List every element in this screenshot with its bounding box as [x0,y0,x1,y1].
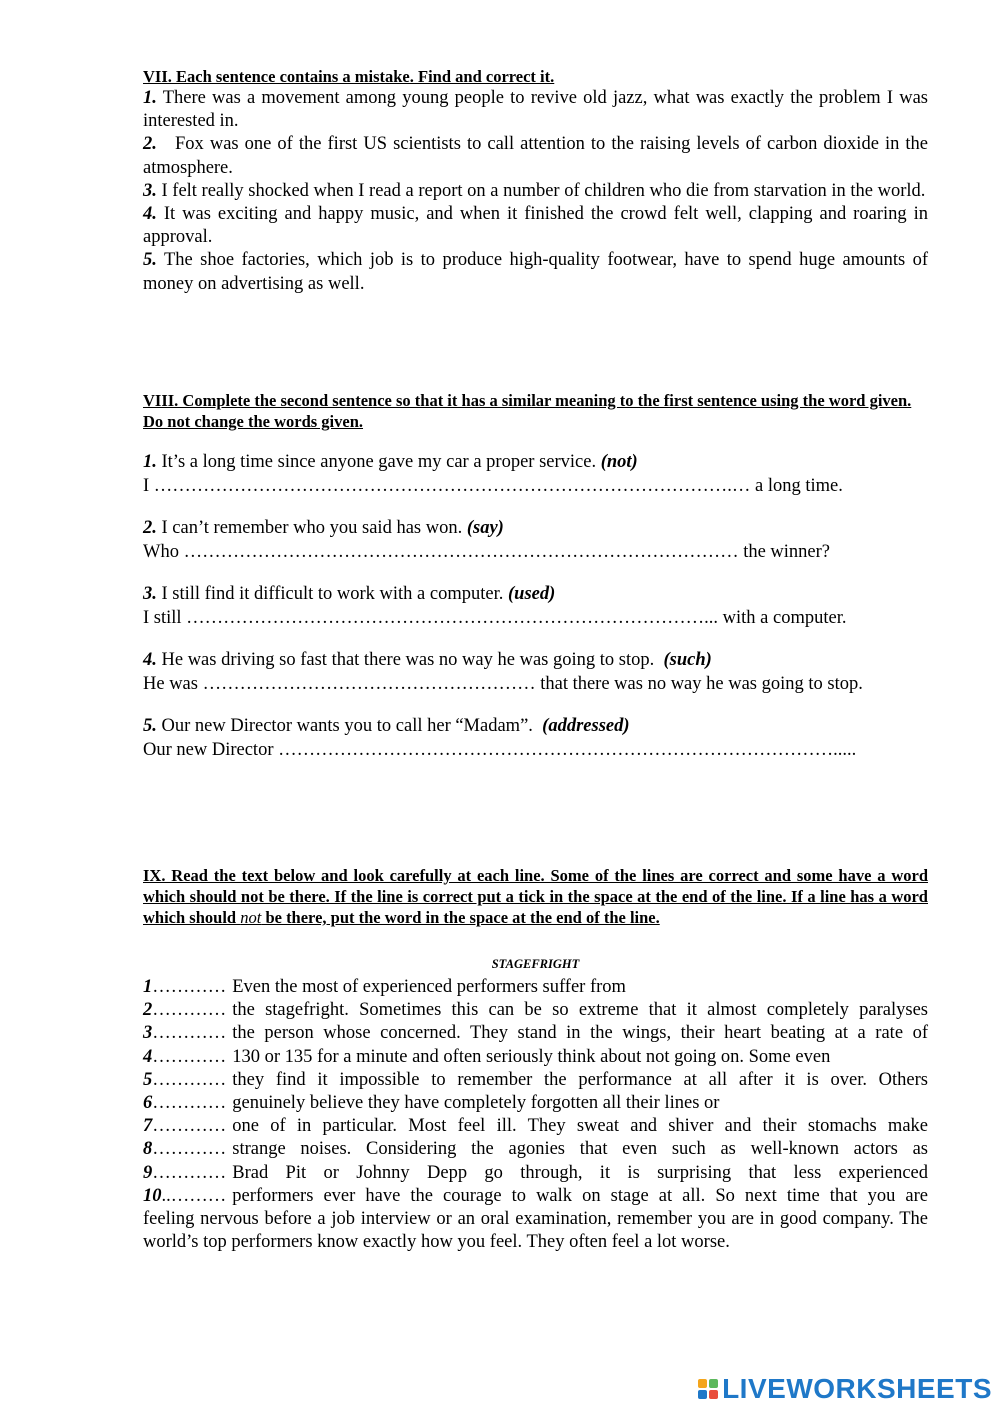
item-number: 1. [143,452,157,472]
line-text: the stagefright. Sometimes this can be so extreme that it almost completely paralyses [232,1000,928,1021]
viii-item-4 [143,649,928,696]
prompt-sentence [143,649,928,673]
sentence-text: I can’t remember who you said has won. [156,518,467,538]
line-number: 4 [143,1046,153,1067]
line-number: 6 [143,1093,153,1114]
story-line [143,1138,928,1161]
answer-slot[interactable]: ………… [152,1069,227,1090]
section-vii-heading: VII. Each sentence contains a mistake. Find and correct it. [143,67,555,86]
line-number: 7 [143,1116,153,1137]
answer-slot[interactable]: ..……… [161,1185,227,1206]
answer-line[interactable]: I ………………………………………………………………………………….… a long time. [143,475,843,496]
line-number: 9 [143,1162,153,1183]
line-number: 10 [143,1185,162,1206]
vii-item-3 [143,180,928,203]
story-line [143,1022,928,1045]
key-word: (addressed) [542,716,630,736]
answer-slot[interactable]: ………… [152,1139,227,1160]
item-number: 3. [143,180,157,201]
heading-emphasis: not [240,908,262,927]
answer-slot[interactable]: ………… [152,1000,227,1021]
story-title: STAGEFRIGHT [491,957,580,971]
answer-slot[interactable]: ………… [152,1162,227,1183]
story-line [143,1115,928,1138]
logo-mark-icon [698,1379,718,1399]
line-number: 5 [143,1069,153,1090]
line-text: genuinely believe they have completely forgotten all their lines or [232,1093,720,1114]
section-vii [143,66,933,296]
line-number: 8 [143,1139,153,1160]
sentence-text: He was driving so fast that there was no way he was going to stop. [156,650,664,670]
heading-part-2: be there, put the word in the space at the end of the line. [261,908,660,927]
viii-item-1 [143,451,928,498]
item-text: There was a movement among young people to revive old jazz, what was exactly the problem I was interested in. [143,88,928,132]
line-text: performers ever have the courage to walk on stage at all. So next time that you are [232,1185,928,1206]
story-line [143,999,928,1022]
prompt-sentence [143,715,928,739]
prompt-sentence [143,517,928,541]
vii-item-4 [143,203,928,249]
story-lines [143,976,928,1208]
answer-slot[interactable]: ………… [152,977,227,997]
item-number: 3. [143,584,157,604]
answer-slot[interactable]: ………… [152,1046,227,1067]
line-text: strange noises. Considering the agonies that even such as well-known actors as [232,1139,928,1160]
line-number: 2 [143,1000,153,1021]
story-line [143,976,928,999]
item-text: I felt really shocked when I read a report on a number of children who die from starvation in the world. [156,180,926,201]
item-text: The shoe factories, which job is to produce high-quality footwear, have to spend huge amounts of money on advertising as well. [143,250,928,294]
item-number: 2. [143,134,157,155]
answer-slot[interactable]: ………… [152,1116,227,1137]
line-text: Even the most of experienced performers suffer from [232,977,626,997]
liveworksheets-logo [698,1373,992,1405]
item-number: 1. [143,88,157,108]
sentence-text: It’s a long time since anyone gave my car a proper service. [156,452,601,472]
story-line [143,1162,928,1185]
item-number: 2. [143,518,157,538]
viii-item-3 [143,583,928,630]
item-text: It was exciting and happy music, and when it finished the crowd felt well, clapping and roaring in approval. [143,204,928,248]
prompt-sentence [143,583,928,607]
line-number: 1 [143,977,153,997]
answer-line[interactable]: He was ……………………………………………… that there was no way he was going to stop. [143,673,863,694]
section-ix-heading [143,865,928,928]
viii-item-5 [143,715,928,762]
section-viii [143,390,928,762]
line-number: 3 [143,1023,153,1044]
item-text: Fox was one of the first US scientists to call attention to the raising levels of carbon dioxide in the atmosphere. [143,134,933,178]
prompt-sentence [143,451,928,475]
line-text: the person whose concerned. They stand in the wings, their heart beating at a rate of [232,1023,928,1044]
sentence-text: I still find it difficult to work with a computer. [156,584,508,604]
sentence-text: Our new Director wants you to call her “Madam”. [156,716,543,736]
key-word: (not) [600,452,638,472]
viii-item-2 [143,517,928,564]
line-text: 130 or 135 for a minute and often seriously think about not going on. Some even [232,1046,831,1067]
section-viii-heading: VIII. Complete the second sentence so that it has a similar meaning to the first sentence using the word given. Do not change the words given. [143,391,912,431]
key-word: (say) [466,518,504,538]
vii-item-1 [143,87,928,133]
story-line [143,1185,928,1208]
section-ix [143,865,928,1254]
item-number: 5. [143,250,157,271]
key-word: (such) [663,650,712,670]
key-word: (used) [508,584,556,604]
answer-line[interactable]: Who ……………………………………………………………………………… the winner? [143,541,831,562]
item-number: 4. [143,204,157,225]
heading-part-1: IX. Read the text below and look carefully at each line. Some of the lines are correct and some have a word which should not be there. If the line is correct put a tick in the space at the end of the line. If a line has a word which should [143,866,928,927]
story-line [143,1069,928,1092]
vii-item-5 [143,249,928,295]
answer-slot[interactable]: ………… [152,1023,227,1044]
vii-item-2 [143,133,933,179]
story-line [143,1092,928,1115]
answer-line[interactable]: I still …………………………………………………………………………... with a computer. [143,607,847,628]
story-continuation: feeling nervous before a job interview or an oral examination, remember you are in good company. The world’s top performers know exactly how you feel. They often feel a lot worse. [143,1209,928,1253]
story-line [143,1046,928,1069]
item-number: 4. [143,650,157,670]
answer-slot[interactable]: ………… [152,1093,227,1114]
item-number: 5. [143,716,157,736]
line-text: one of in particular. Most feel ill. They sweat and shiver and their stomachs make [232,1116,928,1137]
line-text: Brad Pit or Johnny Depp go through, it is surprising that less experienced [232,1162,928,1183]
line-text: they find it impossible to remember the performance at all after it is over. Others [232,1069,928,1090]
logo-text: LIVEWORKSHEETS [722,1373,992,1404]
answer-line[interactable]: Our new Director ………………………………………………………………………………..... [143,739,857,760]
